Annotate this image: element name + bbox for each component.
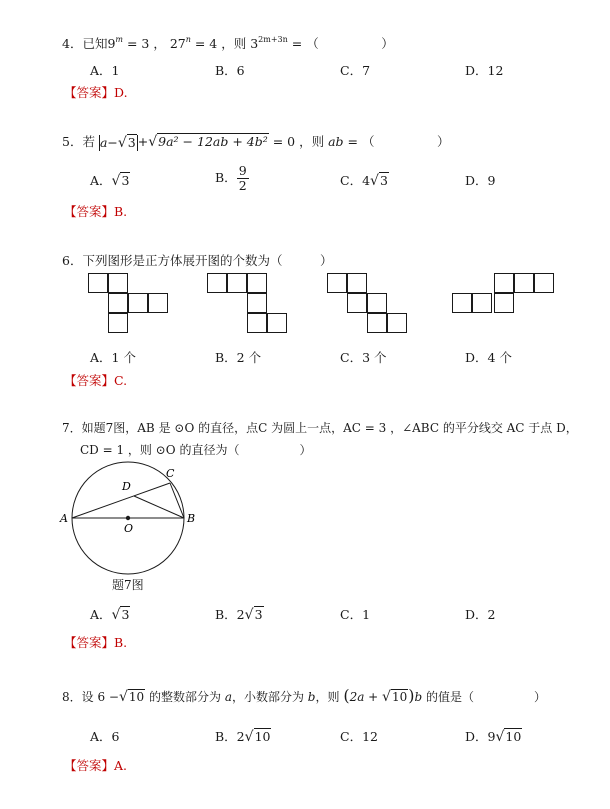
- q4-option-d: D．12: [465, 63, 504, 78]
- label-d: D: [122, 480, 131, 493]
- q5-option-d: D．9: [465, 173, 496, 188]
- q5-stem: 5．若 a−√3 +√9a² − 12ab + 4b² = 0 ，则 ab = （ ）: [62, 134, 450, 151]
- q8-stem: 8．设 6 −√10 的整数部分为 a，小数部分为 b，则 (2a + √10)b 的值是（ ）: [62, 686, 547, 705]
- q4-option-a: A．1: [90, 63, 120, 78]
- abs-value-bars: a−√3: [99, 134, 136, 151]
- q7-option-d: D．2: [465, 607, 496, 622]
- q4-answer: 【答案】D.: [64, 85, 128, 100]
- q6-option-a: A．1 个: [90, 350, 136, 365]
- label-b: B: [187, 512, 196, 525]
- q6-stem: 6．下列图形是正方体展开图的个数为（ ）: [62, 253, 333, 268]
- label-a: A: [60, 512, 68, 525]
- q8-answer: 【答案】A.: [64, 758, 128, 773]
- q8-option-d: D．9√10: [465, 729, 522, 745]
- q7-stem-line2: CD = 1 ，则 ⊙O 的直径为（ ）: [80, 443, 312, 457]
- q7-figure-caption: 题7图: [112, 578, 144, 592]
- center-point: [126, 516, 130, 520]
- q8-option-c: C．12: [340, 729, 378, 744]
- q5-option-a: A．√3: [90, 173, 130, 189]
- q7-option-b: B．2√3: [215, 607, 263, 623]
- q7-option-a: A．√3: [90, 607, 130, 623]
- q8-option-a: A．6: [90, 729, 120, 744]
- q7-answer: 【答案】B.: [64, 635, 128, 650]
- q7-circle-figure: [58, 460, 208, 578]
- q4-option-b: B．6: [215, 63, 245, 78]
- q5-option-b: B． $\frac{9}{2}$: [215, 163, 247, 193]
- q8-option-b: B．2√10: [215, 729, 271, 745]
- q5-answer: 【答案】B.: [64, 204, 128, 219]
- chord-ac: [72, 483, 170, 518]
- q5-option-c: C．4√3: [340, 173, 388, 189]
- q7-option-c: C．1: [340, 607, 371, 622]
- q4-option-c: C．7: [340, 63, 371, 78]
- q4-stem: 4．已知$9^m = 3$ ， $27^n = 4$ ，则 $3^{2m+3n}$ = （ ）: [62, 35, 394, 51]
- label-o: O: [124, 522, 134, 535]
- label-c: C: [166, 467, 175, 480]
- q6-option-d: D．4 个: [465, 350, 512, 365]
- q6-answer: 【答案】C.: [64, 373, 128, 388]
- q6-option-c: C．3 个: [340, 350, 387, 365]
- q6-option-b: B．2 个: [215, 350, 262, 365]
- q7-stem-line1: 7．如题7图，AB 是 ⊙O 的直径，点C 为圆上一点，AC = 3 ，∠ABC 的平分线交 AC 于点 D，: [62, 421, 578, 435]
